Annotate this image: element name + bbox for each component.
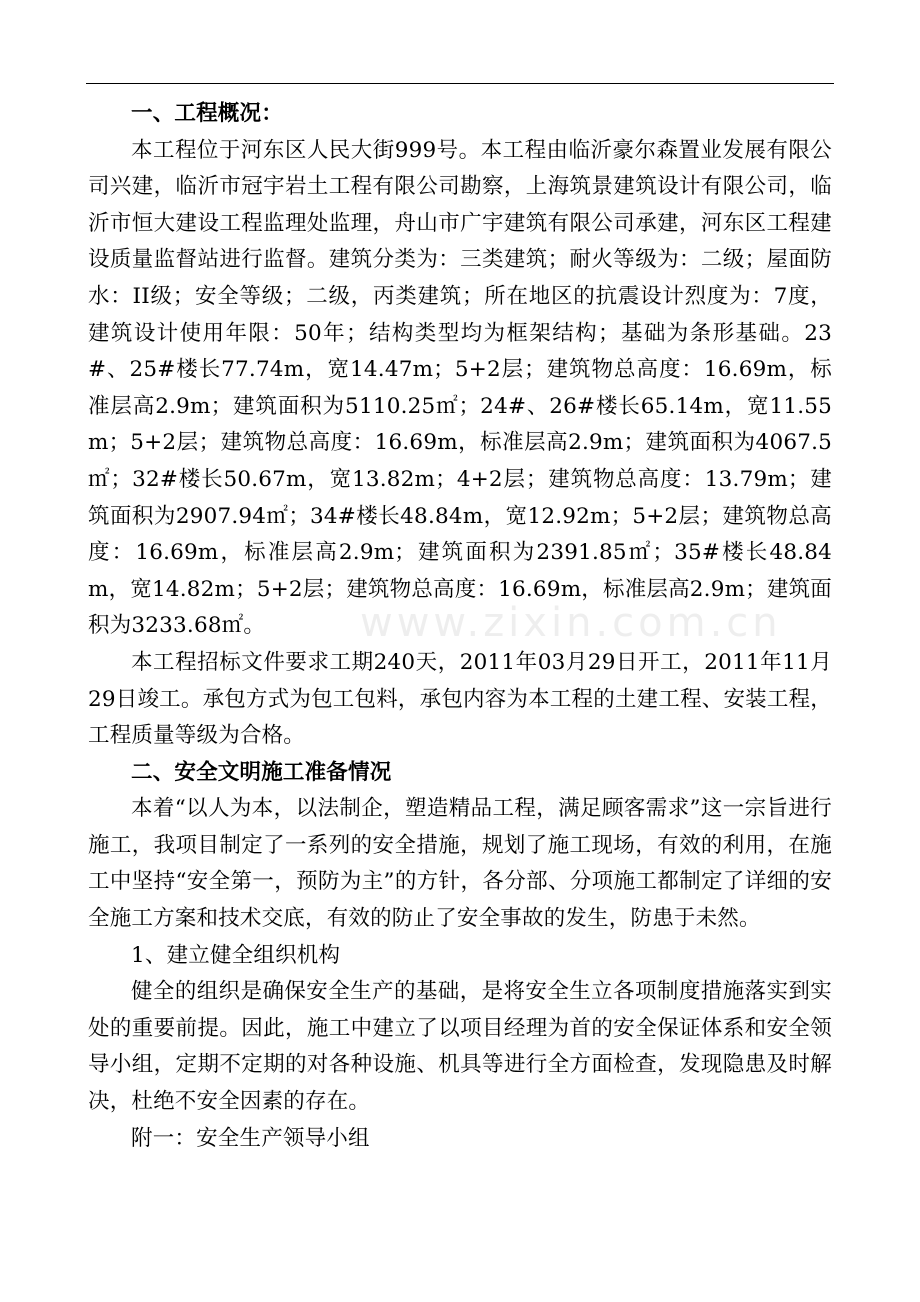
header-rule bbox=[86, 83, 834, 84]
section-2-appendix-note: 附一：安全生产领导小组 bbox=[131, 1125, 370, 1151]
section-2-subheading-organization: 1、建立健全组织机构 bbox=[131, 942, 341, 968]
section-2-paragraph-intro: 本着“以人为本，以法制企，塑造精品工程，满足顾客需求”这一宗旨进行施工，我项目制定了一系列的安全措施，规划了施工现场，有效的利用，在施工中坚持“安全第一，预防为主”的方针，各分部、分项施工都制定了详细的安全施工方案和技术交底，有效的防止了安全事故的发生，防患于未然。 bbox=[88, 796, 832, 932]
document-body bbox=[88, 96, 832, 1157]
section-1-paragraph-schedule: 本工程招标文件要求工期240天，2011年03月29日开工，2011年11月29日竣工。承包方式为包工包料，承包内容为本工程的土建工程、安装工程，工程质量等级为合格。 bbox=[88, 649, 832, 749]
section-2-title: 二、安全文明施工准备情况 bbox=[131, 759, 392, 785]
watermark: www.zixin.com.cn bbox=[360, 600, 782, 646]
section-2-paragraph-organization: 健全的组织是确保安全生产的基础，是将安全生立各项制度措施落实到实处的重要前提。因此，施工中建立了以项目经理为首的安全保证体系和安全领导小组，定期不定期的对各种设施、机具等进行全方面检查，发现隐患及时解决，杜绝不安全因素的存在。 bbox=[88, 979, 832, 1115]
section-1-paragraph-overview: 本工程位于河东区人民大街999号。本工程由临沂豪尔森置业发展有限公司兴建，临沂市冠宇岩土工程有限公司勘察，上海筑景建筑设计有限公司，临沂市恒大建设工程监理处监理，舟山市广宇建筑有限公司承建，河东区工程建设质量监督站进行监督。建筑分类为：三类建筑；耐火等级为：二级；屋面防水：II级；安全等级；二级，丙类建筑；所在地区的抗震设计烈度为：7度，建筑设计使用年限：50年；结构类型均为框架结构；基础为条形基础。23#、25#楼长77.74m，宽14.47m；5+2层；建筑物总高度：16.69m，标准层高2.9m；建筑面积为5110.25㎡；24#、26#楼长65.14m，宽11.55m；5+2层；建筑物总高度：16.69m，标准层高2.9m；建筑面积为4067.5㎡；32#楼长50.67m，宽13.82m；4+2层；建筑物总高度：13.79m；建筑面积为2907.94㎡；34#楼长48.84m，宽12.92m；5+2层；建筑物总高度：16.69m，标准层高2.9m；建筑面积为2391.85㎡；35#楼长48.84m，宽14.82m；5+2层；建筑物总高度：16.69m，标准层高2.9m；建筑面积为3233.68㎡。 bbox=[88, 137, 832, 639]
section-1-title: 一、工程概况： bbox=[131, 101, 283, 126]
